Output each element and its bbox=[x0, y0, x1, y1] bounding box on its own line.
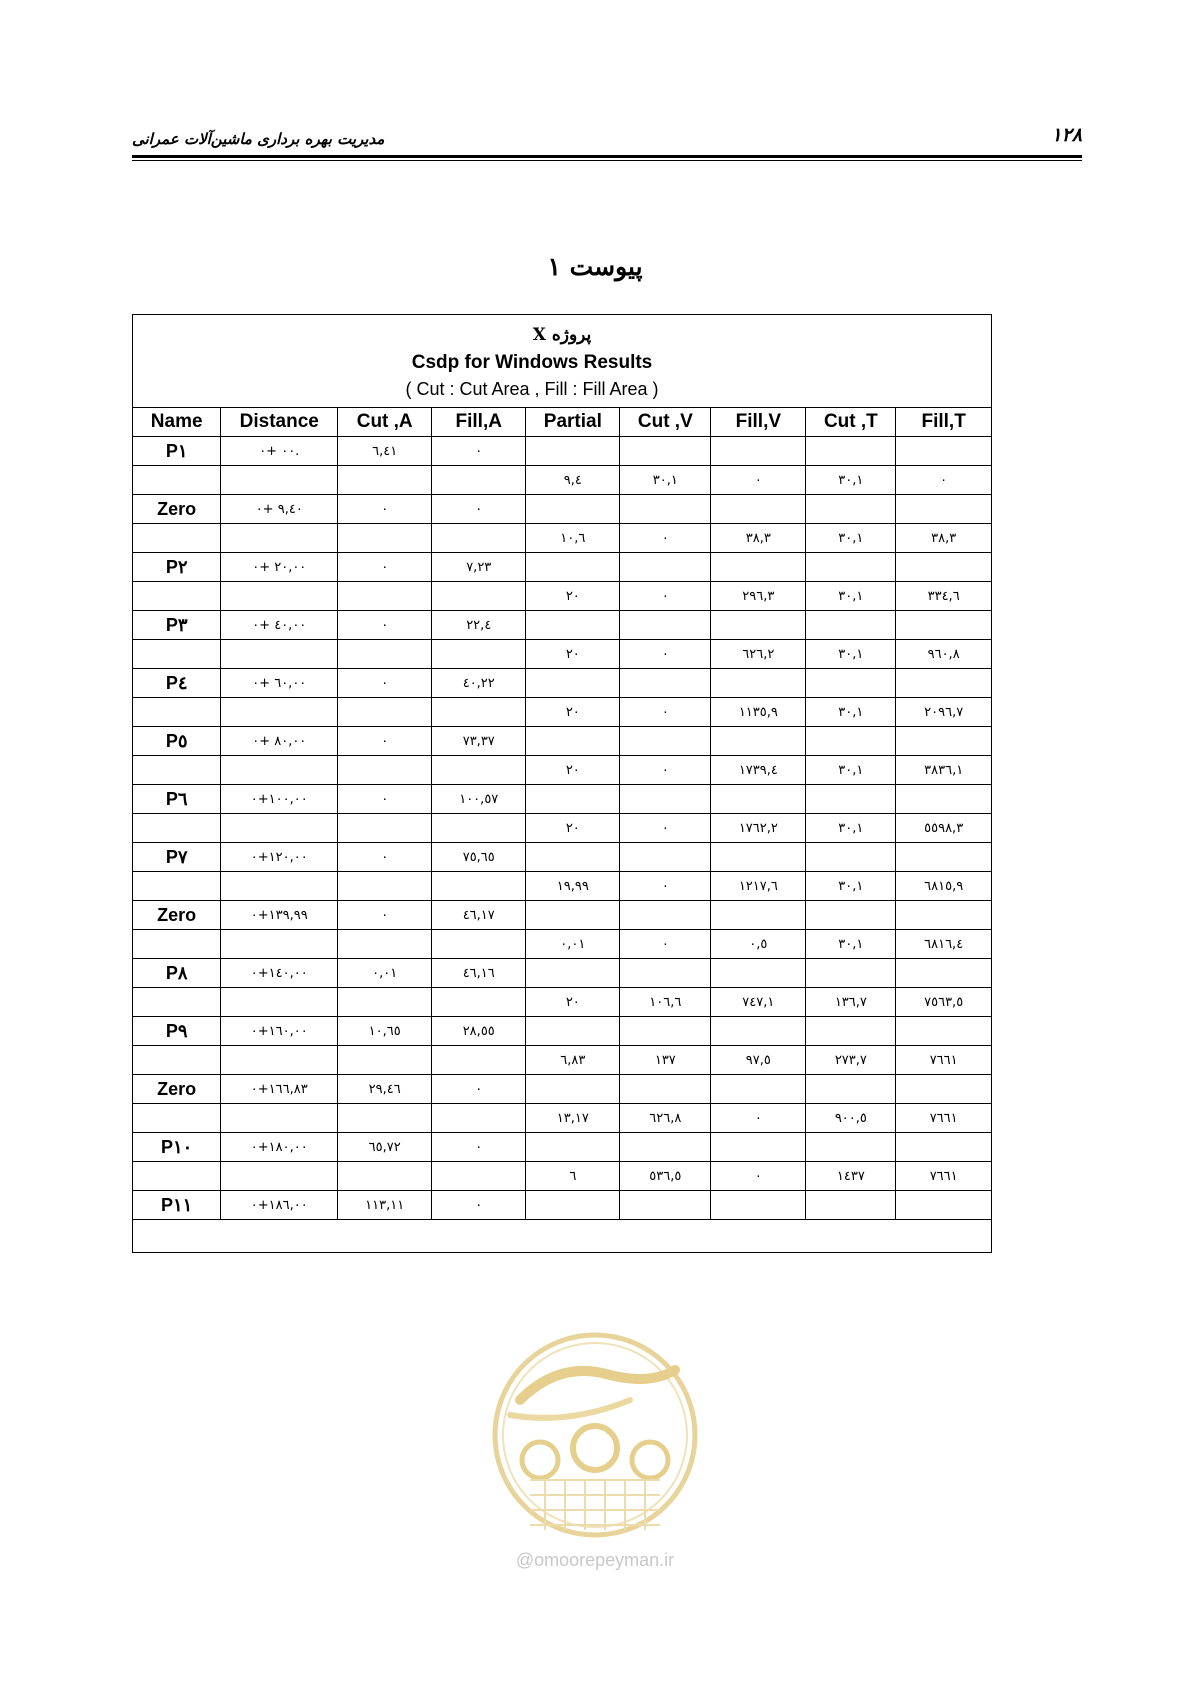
watermark-url: @omoorepeyman.ir bbox=[515, 1550, 675, 1570]
table-cell: ۱۷۳۹,٤ bbox=[711, 756, 806, 785]
table-row bbox=[133, 988, 991, 1017]
table-cell bbox=[806, 727, 896, 756]
table-cell: ۱۰٦,٦ bbox=[620, 988, 711, 1017]
table-cell: ۰ bbox=[432, 495, 526, 524]
table-cell bbox=[526, 1133, 620, 1162]
column-header: Fill,V bbox=[711, 408, 806, 437]
table-cell: ٦۲٦,۲ bbox=[711, 640, 806, 669]
table-cell bbox=[432, 756, 526, 785]
table-cell: P۱۱ bbox=[133, 1191, 221, 1220]
column-header: Partial bbox=[526, 408, 620, 437]
table-cell bbox=[432, 1046, 526, 1075]
table-cell bbox=[711, 1017, 806, 1046]
table-cell bbox=[806, 611, 896, 640]
table-cell: ۰,٥ bbox=[711, 930, 806, 959]
table-row bbox=[133, 785, 991, 814]
table-cell bbox=[620, 1133, 711, 1162]
blank-row bbox=[133, 1220, 991, 1253]
table-header-row bbox=[133, 408, 991, 437]
table-cell: ۱۳۷ bbox=[620, 1046, 711, 1075]
table-cell: ۰+۱٦۰,۰۰ bbox=[221, 1017, 338, 1046]
table-cell bbox=[711, 1191, 806, 1220]
table-cell: ۰+۱۳۹,۹۹ bbox=[221, 901, 338, 930]
table-cell bbox=[806, 959, 896, 988]
table-cell: ۱۹,۹۹ bbox=[526, 872, 620, 901]
table-cell bbox=[133, 1104, 221, 1133]
table-heading bbox=[133, 315, 991, 408]
table-cell bbox=[526, 495, 620, 524]
table-cell: ۰ bbox=[620, 930, 711, 959]
table-cell: ٥٥۹۸,۳ bbox=[896, 814, 991, 843]
table-cell: ۷,۲۳ bbox=[432, 553, 526, 582]
table-cell bbox=[338, 524, 432, 553]
table-cell bbox=[133, 756, 221, 785]
table-cell: ۳۰,۱ bbox=[806, 466, 896, 495]
table-cell bbox=[221, 466, 338, 495]
table-cell: ۰ bbox=[338, 727, 432, 756]
table-cell bbox=[338, 930, 432, 959]
table-cell: ۳۰,۱ bbox=[806, 524, 896, 553]
table-cell: ۰+ ۲۰,۰۰ bbox=[221, 553, 338, 582]
table-row bbox=[133, 524, 991, 553]
table-cell: ۰ bbox=[338, 785, 432, 814]
table-cell bbox=[711, 553, 806, 582]
table-cell: ۲۰ bbox=[526, 640, 620, 669]
table-cell: ۲۰ bbox=[526, 582, 620, 611]
header-rule-thick bbox=[132, 155, 1082, 158]
table-cell bbox=[711, 437, 806, 466]
results-table-box bbox=[132, 314, 992, 1253]
table-cell bbox=[896, 785, 991, 814]
table-cell bbox=[806, 553, 896, 582]
results-table bbox=[133, 408, 991, 1252]
table-cell bbox=[526, 901, 620, 930]
table-cell: P۲ bbox=[133, 553, 221, 582]
table-cell bbox=[338, 698, 432, 727]
table-cell bbox=[711, 1133, 806, 1162]
table-cell bbox=[526, 959, 620, 988]
table-cell: P۹ bbox=[133, 1017, 221, 1046]
table-cell bbox=[133, 872, 221, 901]
table-cell bbox=[896, 437, 991, 466]
table-row bbox=[133, 1162, 991, 1191]
table-row bbox=[133, 1075, 991, 1104]
table-cell: ۳۰,۱ bbox=[620, 466, 711, 495]
table-cell bbox=[338, 466, 432, 495]
table-cell bbox=[432, 814, 526, 843]
table-cell bbox=[133, 582, 221, 611]
column-header: Distance bbox=[221, 408, 338, 437]
table-cell: ۰+ ۸۰,۰۰ bbox=[221, 727, 338, 756]
table-cell bbox=[133, 930, 221, 959]
table-cell bbox=[526, 553, 620, 582]
table-row bbox=[133, 843, 991, 872]
table-cell: ٥۳٦,٥ bbox=[620, 1162, 711, 1191]
column-header: Cut ,V bbox=[620, 408, 711, 437]
table-cell bbox=[620, 553, 711, 582]
column-header: Cut ,T bbox=[806, 408, 896, 437]
table-cell bbox=[221, 698, 338, 727]
table-cell: ۳۰,۱ bbox=[806, 814, 896, 843]
table-cell: ۷٥,٦٥ bbox=[432, 843, 526, 872]
table-cell bbox=[711, 785, 806, 814]
table-cell bbox=[221, 814, 338, 843]
table-cell bbox=[620, 959, 711, 988]
table-cell: ۰ bbox=[338, 669, 432, 698]
table-cell bbox=[133, 466, 221, 495]
table-cell: ٤٦,۱٦ bbox=[432, 959, 526, 988]
table-cell: ٦,٤١ bbox=[338, 437, 432, 466]
table-cell bbox=[221, 872, 338, 901]
table-cell: ۰ bbox=[711, 1104, 806, 1133]
table-cell: ٤٦,۱۷ bbox=[432, 901, 526, 930]
table-cell bbox=[896, 1017, 991, 1046]
results-title: Csdp for Windows Results bbox=[411, 352, 653, 373]
table-cell: ۳۰,۱ bbox=[806, 582, 896, 611]
table-cell: ٦ bbox=[526, 1162, 620, 1191]
table-cell: ۰ bbox=[620, 756, 711, 785]
table-cell bbox=[221, 582, 338, 611]
table-cell: ۰+ ۰۰. bbox=[221, 437, 338, 466]
table-cell: P۱۰ bbox=[133, 1133, 221, 1162]
table-cell: P٥ bbox=[133, 727, 221, 756]
table-cell: P۳ bbox=[133, 611, 221, 640]
table-cell: ۲۰۹٦,۷ bbox=[896, 698, 991, 727]
table-cell: ۲۰ bbox=[526, 988, 620, 1017]
table-cell bbox=[432, 524, 526, 553]
table-cell: ۱۱۳٥,۹ bbox=[711, 698, 806, 727]
page-header bbox=[132, 124, 1082, 164]
table-cell bbox=[221, 756, 338, 785]
table-cell: ۷٦٦۱ bbox=[896, 1104, 991, 1133]
table-row bbox=[133, 466, 991, 495]
table-row bbox=[133, 640, 991, 669]
table-cell: ۲۷۳,۷ bbox=[806, 1046, 896, 1075]
table-cell bbox=[338, 872, 432, 901]
table-cell: ۰ bbox=[620, 640, 711, 669]
legend-text: ( Cut : Cut Area , Fill : Fill Area ) bbox=[405, 379, 659, 399]
table-cell bbox=[896, 1075, 991, 1104]
table-cell bbox=[896, 727, 991, 756]
table-cell bbox=[526, 669, 620, 698]
table-cell bbox=[896, 843, 991, 872]
table-cell bbox=[711, 611, 806, 640]
table-cell: ۰+ ٤۰,۰۰ bbox=[221, 611, 338, 640]
table-cell: P۱ bbox=[133, 437, 221, 466]
table-cell: ۳۰,۱ bbox=[806, 698, 896, 727]
table-cell: ٦٥,۷۲ bbox=[338, 1133, 432, 1162]
table-cell: ۰ bbox=[338, 843, 432, 872]
table-cell bbox=[432, 1162, 526, 1191]
table-cell: ۰+ ۹,٤۰ bbox=[221, 495, 338, 524]
table-row bbox=[133, 669, 991, 698]
table-row bbox=[133, 959, 991, 988]
table-cell: ۰ bbox=[338, 495, 432, 524]
table-cell bbox=[338, 1046, 432, 1075]
table-cell bbox=[896, 1133, 991, 1162]
table-cell: ۰+۱۸٦,۰۰ bbox=[221, 1191, 338, 1220]
table-row bbox=[133, 1017, 991, 1046]
table-cell bbox=[221, 988, 338, 1017]
table-cell: ۰+۱۰۰,۰۰ bbox=[221, 785, 338, 814]
table-cell bbox=[221, 1162, 338, 1191]
table-cell: ۷٥٦۳,٥ bbox=[896, 988, 991, 1017]
table-cell bbox=[620, 843, 711, 872]
table-cell bbox=[338, 814, 432, 843]
table-cell: ۱۰,٦ bbox=[526, 524, 620, 553]
table-cell bbox=[133, 814, 221, 843]
column-header: Fill,T bbox=[896, 408, 991, 437]
table-cell: ۰ bbox=[432, 1133, 526, 1162]
table-cell bbox=[133, 988, 221, 1017]
table-cell: ۰+ ٦۰,۰۰ bbox=[221, 669, 338, 698]
table-cell bbox=[133, 1162, 221, 1191]
table-cell: ۰ bbox=[338, 611, 432, 640]
table-cell: ۰ bbox=[432, 437, 526, 466]
project-title: پروژه X bbox=[532, 325, 592, 345]
table-row bbox=[133, 1133, 991, 1162]
table-cell: ۲۰ bbox=[526, 698, 620, 727]
table-cell bbox=[338, 1104, 432, 1133]
table-cell bbox=[620, 611, 711, 640]
table-cell: ۷٦٦۱ bbox=[896, 1162, 991, 1191]
table-cell: ۰ bbox=[432, 1075, 526, 1104]
table-cell bbox=[896, 1191, 991, 1220]
table-cell bbox=[432, 1104, 526, 1133]
table-cell bbox=[432, 872, 526, 901]
table-cell: ۹۰۰,٥ bbox=[806, 1104, 896, 1133]
table-cell bbox=[896, 959, 991, 988]
table-cell bbox=[338, 582, 432, 611]
table-cell: ۰,۰۱ bbox=[338, 959, 432, 988]
table-cell bbox=[711, 1075, 806, 1104]
table-cell bbox=[526, 785, 620, 814]
table-cell: ۰ bbox=[620, 872, 711, 901]
column-header: Cut ,A bbox=[338, 408, 432, 437]
table-cell: ۹۷,٥ bbox=[711, 1046, 806, 1075]
table-cell bbox=[221, 524, 338, 553]
table-cell bbox=[711, 959, 806, 988]
table-cell: ۰ bbox=[896, 466, 991, 495]
table-cell: ٦۲٦,۸ bbox=[620, 1104, 711, 1133]
table-cell: ۰+۱٦٦,۸۳ bbox=[221, 1075, 338, 1104]
table-cell bbox=[896, 495, 991, 524]
table-cell: P۷ bbox=[133, 843, 221, 872]
table-cell: ۱۳٦,۷ bbox=[806, 988, 896, 1017]
table-row bbox=[133, 814, 991, 843]
table-cell bbox=[221, 930, 338, 959]
table-cell bbox=[526, 437, 620, 466]
table-cell bbox=[620, 1191, 711, 1220]
table-cell: ۰ bbox=[432, 1191, 526, 1220]
table-cell: ۲۲,٤ bbox=[432, 611, 526, 640]
table-cell bbox=[620, 727, 711, 756]
table-cell bbox=[806, 901, 896, 930]
table-cell bbox=[806, 1133, 896, 1162]
table-cell: ۹,٤ bbox=[526, 466, 620, 495]
table-cell bbox=[806, 1017, 896, 1046]
column-header: Fill,A bbox=[432, 408, 526, 437]
table-cell bbox=[133, 524, 221, 553]
table-cell: ۲۰ bbox=[526, 756, 620, 785]
table-cell bbox=[338, 1162, 432, 1191]
table-cell bbox=[896, 553, 991, 582]
table-cell: ٦,۸۳ bbox=[526, 1046, 620, 1075]
table-body bbox=[133, 437, 991, 1253]
table-cell bbox=[806, 669, 896, 698]
table-cell bbox=[896, 611, 991, 640]
table-cell bbox=[806, 1191, 896, 1220]
table-cell bbox=[711, 495, 806, 524]
column-header: Name bbox=[133, 408, 221, 437]
table-cell bbox=[432, 466, 526, 495]
table-cell bbox=[221, 1046, 338, 1075]
table-cell bbox=[221, 640, 338, 669]
table-cell: ۱۷٦۲,۲ bbox=[711, 814, 806, 843]
blank-cell bbox=[133, 1220, 991, 1253]
table-row bbox=[133, 582, 991, 611]
table-cell: ۰ bbox=[338, 901, 432, 930]
table-cell bbox=[806, 1075, 896, 1104]
table-cell: ۰,۰۱ bbox=[526, 930, 620, 959]
table-cell: P٤ bbox=[133, 669, 221, 698]
table-cell bbox=[133, 1046, 221, 1075]
table-cell: ۰ bbox=[620, 814, 711, 843]
header-rule-thin bbox=[132, 160, 1082, 161]
watermark-logo bbox=[490, 1330, 700, 1540]
table-cell: P٦ bbox=[133, 785, 221, 814]
table-row bbox=[133, 611, 991, 640]
table-cell: P۸ bbox=[133, 959, 221, 988]
table-row bbox=[133, 872, 991, 901]
table-cell: ۳۸,۳ bbox=[711, 524, 806, 553]
table-cell: Zero bbox=[133, 901, 221, 930]
table-row bbox=[133, 1191, 991, 1220]
table-cell bbox=[711, 669, 806, 698]
table-row bbox=[133, 1104, 991, 1133]
table-cell bbox=[526, 727, 620, 756]
table-row bbox=[133, 698, 991, 727]
table-cell bbox=[806, 843, 896, 872]
table-cell bbox=[806, 437, 896, 466]
table-cell: ۳۸,۳ bbox=[896, 524, 991, 553]
table-cell: Zero bbox=[133, 1075, 221, 1104]
book-title: مدیریت بهره برداری ماشین‌آلات عمرانی bbox=[132, 130, 385, 148]
table-cell: ۳۳٤,٦ bbox=[896, 582, 991, 611]
appendix-title: پیوست ۱ bbox=[547, 252, 643, 281]
table-cell: ۱۰,٦٥ bbox=[338, 1017, 432, 1046]
table-cell: ۱٤۳۷ bbox=[806, 1162, 896, 1191]
table-row bbox=[133, 901, 991, 930]
table-cell: ۳۰,۱ bbox=[806, 872, 896, 901]
table-row bbox=[133, 930, 991, 959]
table-cell bbox=[526, 1191, 620, 1220]
table-cell: ۷٤۷,۱ bbox=[711, 988, 806, 1017]
table-row bbox=[133, 727, 991, 756]
table-cell bbox=[338, 640, 432, 669]
table-cell: ۳۰,۱ bbox=[806, 756, 896, 785]
table-cell bbox=[432, 640, 526, 669]
table-row bbox=[133, 756, 991, 785]
table-cell: ۹٦۰,۸ bbox=[896, 640, 991, 669]
table-cell bbox=[432, 930, 526, 959]
table-cell bbox=[896, 669, 991, 698]
table-cell bbox=[620, 495, 711, 524]
table-cell bbox=[338, 988, 432, 1017]
table-cell: ۲۰ bbox=[526, 814, 620, 843]
table-cell bbox=[526, 1075, 620, 1104]
table-cell bbox=[526, 1017, 620, 1046]
table-cell bbox=[432, 988, 526, 1017]
table-cell bbox=[133, 640, 221, 669]
page-number: ۱۲۸ bbox=[1051, 124, 1082, 146]
table-cell: ۱۱۳,۱۱ bbox=[338, 1191, 432, 1220]
table-cell bbox=[338, 756, 432, 785]
table-cell: ۱۳,۱۷ bbox=[526, 1104, 620, 1133]
table-row bbox=[133, 495, 991, 524]
table-cell: ۱۰۰,٥۷ bbox=[432, 785, 526, 814]
table-cell bbox=[620, 669, 711, 698]
table-cell bbox=[620, 1075, 711, 1104]
table-cell: ۳۰,۱ bbox=[806, 930, 896, 959]
table-cell: ۱۲۱۷,٦ bbox=[711, 872, 806, 901]
table-cell bbox=[806, 785, 896, 814]
table-cell bbox=[806, 495, 896, 524]
table-cell: ۰+۱۲۰,۰۰ bbox=[221, 843, 338, 872]
table-cell: ۳۸۳٦,۱ bbox=[896, 756, 991, 785]
table-cell bbox=[620, 785, 711, 814]
table-cell: ۲۸,٥٥ bbox=[432, 1017, 526, 1046]
table-cell: ۲۹٦,۳ bbox=[711, 582, 806, 611]
table-cell: ۲۹,٤٦ bbox=[338, 1075, 432, 1104]
table-cell bbox=[221, 1104, 338, 1133]
table-cell: ۰+۱٤۰,۰۰ bbox=[221, 959, 338, 988]
table-cell: ٤۰,۲۲ bbox=[432, 669, 526, 698]
table-cell: ۷۳,۳۷ bbox=[432, 727, 526, 756]
table-cell bbox=[526, 611, 620, 640]
table-cell: ۰ bbox=[620, 698, 711, 727]
table-cell: ۰+۱۸۰,۰۰ bbox=[221, 1133, 338, 1162]
table-cell bbox=[133, 698, 221, 727]
table-cell bbox=[620, 1017, 711, 1046]
table-cell: ۰ bbox=[338, 553, 432, 582]
table-cell bbox=[896, 901, 991, 930]
table-row bbox=[133, 1046, 991, 1075]
table-row bbox=[133, 437, 991, 466]
table-cell: Zero bbox=[133, 495, 221, 524]
table-cell: ٦۸۱٥,۹ bbox=[896, 872, 991, 901]
table-cell: ۰ bbox=[711, 466, 806, 495]
table-cell: ۰ bbox=[620, 524, 711, 553]
table-cell bbox=[526, 843, 620, 872]
table-row bbox=[133, 553, 991, 582]
table-cell bbox=[711, 843, 806, 872]
table-cell bbox=[432, 698, 526, 727]
table-cell bbox=[432, 582, 526, 611]
table-cell bbox=[711, 727, 806, 756]
table-cell bbox=[620, 437, 711, 466]
table-cell: ۷٦٦۱ bbox=[896, 1046, 991, 1075]
table-cell: ٦۸۱٦,٤ bbox=[896, 930, 991, 959]
table-cell: ۳۰,۱ bbox=[806, 640, 896, 669]
table-cell bbox=[711, 901, 806, 930]
table-cell bbox=[620, 901, 711, 930]
table-cell: ۰ bbox=[620, 582, 711, 611]
table-cell: ۰ bbox=[711, 1162, 806, 1191]
